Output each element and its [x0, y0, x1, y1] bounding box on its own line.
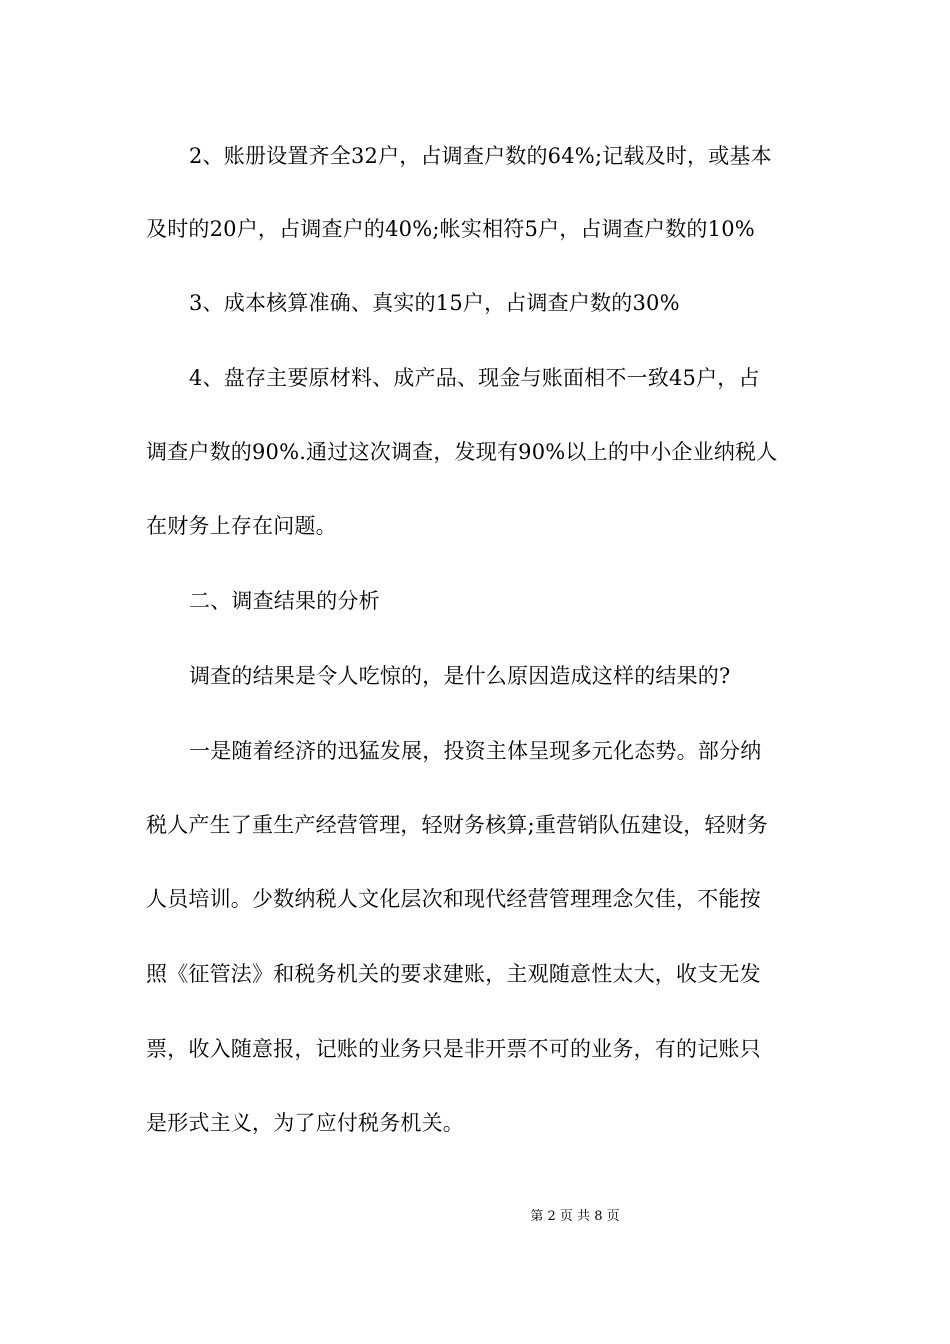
paragraph-6-line-1: 一是随着经济的迅猛发展，投资主体呈现多元化态势。部分纳: [189, 739, 762, 763]
paragraph-3-line-1: 4、盘存主要原材料、成产品、现金与账面相不一致45户，占: [189, 366, 760, 390]
paragraph-3-line-2: 调查户数的90%.通过这次调查，发现有90%以上的中小企业纳税人: [146, 440, 778, 464]
paragraph-6-line-6: 是形式主义，为了应付税务机关。: [146, 1111, 464, 1135]
section-heading: 二、调查结果的分析: [189, 589, 380, 613]
paragraph-6-line-4: 照《征管法》和税务机关的要求建账，主观随意性太大，收支无发: [146, 962, 761, 986]
paragraph-1-line-2: 及时的20户，占调查户的40%;帐实相符5户，占调查户数的10%: [146, 217, 755, 241]
paragraph-1-line-1: 2、账册设置齐全32户，占调查户数的64%;记载及时，或基本: [189, 144, 772, 168]
paragraph-6-line-2: 税人产生了重生产经营管理，轻财务核算;重营销队伍建设，轻财务: [146, 813, 769, 837]
paragraph-6-line-5: 票，收入随意报，记账的业务只是非开票不可的业务，有的记账只: [146, 1037, 761, 1061]
page-number-footer: 第 2 页 共 8 页: [530, 1209, 620, 1224]
paragraph-2-line-1: 3、成本核算准确、真实的15户，占调查户数的30%: [189, 291, 680, 315]
paragraph-6-line-3: 人员培训。少数纳税人文化层次和现代经营管理理念欠佳，不能按: [146, 887, 761, 911]
paragraph-3-line-3: 在财务上存在问题。: [146, 514, 337, 538]
paragraph-5-line-1: 调查的结果是令人吃惊的，是什么原因造成这样的结果的?: [189, 664, 731, 688]
